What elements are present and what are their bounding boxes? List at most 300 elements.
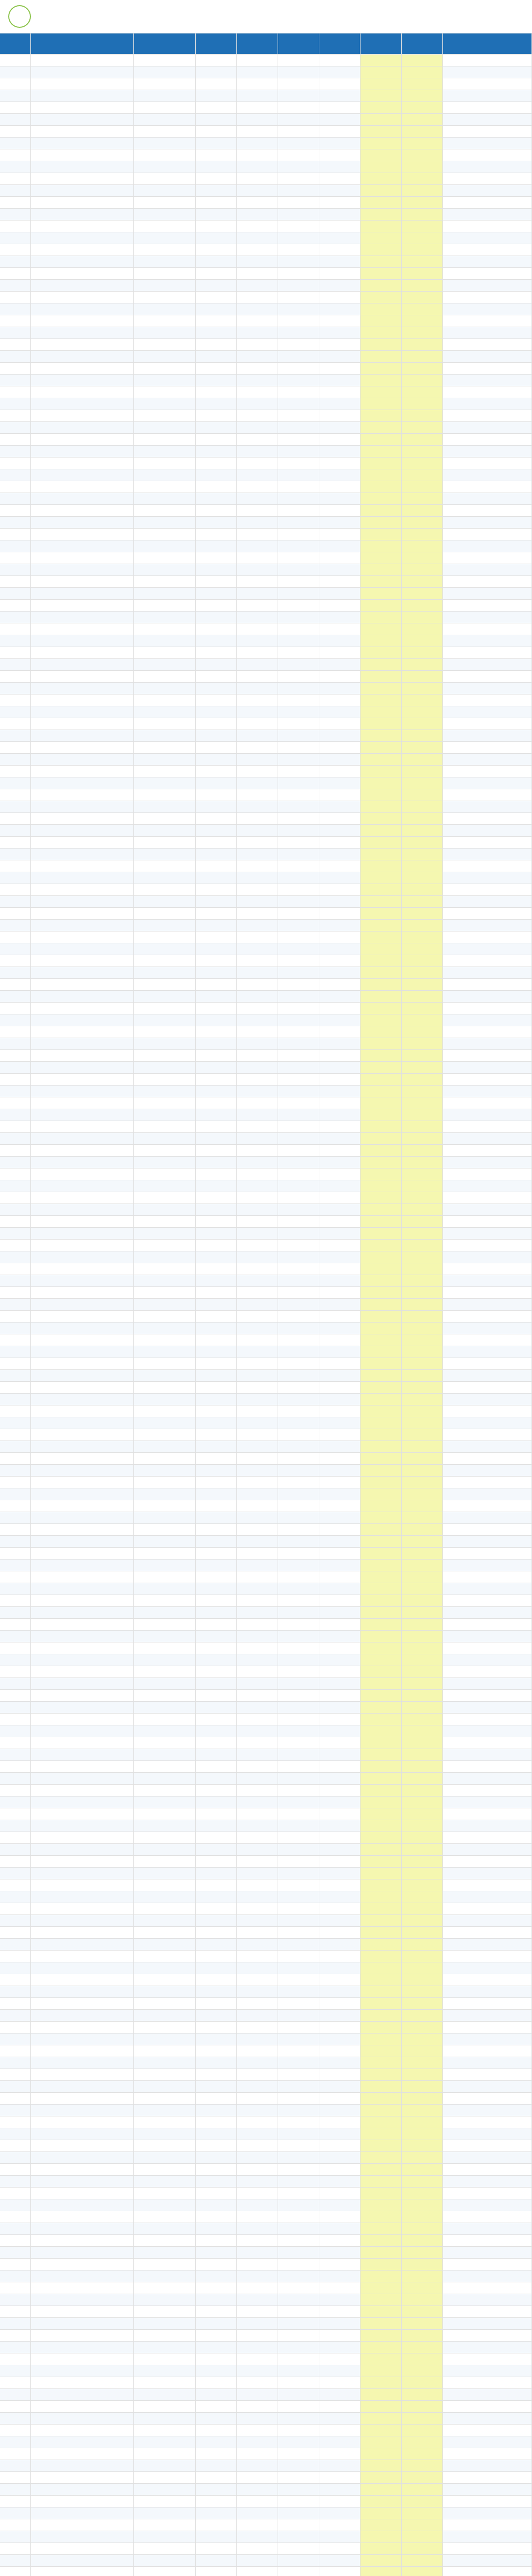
table-cell [31,1927,134,1939]
table-cell [237,2069,278,2081]
table-cell [237,1702,278,1714]
table-cell [31,1797,134,1808]
table-cell [319,896,361,908]
table-cell [278,908,319,920]
table-cell [31,647,134,659]
table-cell [134,1453,196,1465]
table-cell [278,1121,319,1133]
table-cell [278,600,319,612]
table-cell [402,1678,443,1690]
table-cell [319,1619,361,1631]
table-cell [0,1488,31,1500]
table-cell [361,2093,402,2105]
table-cell [278,1050,319,1062]
table-cell [278,2128,319,2140]
table-cell [31,1299,134,1311]
table-cell [319,1536,361,1548]
table-cell [443,896,532,908]
table-cell [134,90,196,102]
table-cell [0,303,31,315]
table-cell [361,493,402,505]
table-cell [319,1962,361,1974]
table-cell [361,1536,402,1548]
column-header [402,33,443,55]
table-cell [0,1927,31,1939]
table-cell [361,1702,402,1714]
table-cell [31,1595,134,1607]
table-cell [134,2022,196,2033]
table-cell [319,2093,361,2105]
table-cell [361,2460,402,2472]
table-cell [278,730,319,742]
table-cell [0,256,31,268]
table-cell [361,2022,402,2033]
table-cell [31,718,134,730]
table-cell [278,1773,319,1785]
table-cell [0,647,31,659]
table-cell [402,742,443,754]
table-cell [0,849,31,860]
table-cell [402,1453,443,1465]
table-cell [443,280,532,292]
table-cell [361,2223,402,2235]
table-cell [443,2164,532,2176]
table-cell [402,1311,443,1323]
table-cell [319,884,361,896]
table-cell [196,671,237,683]
table-cell [237,706,278,718]
table-cell [278,1311,319,1323]
table-cell [134,837,196,849]
table-cell [319,1074,361,1086]
table-cell [443,1761,532,1773]
table-cell [196,1358,237,1370]
table-cell [134,659,196,671]
table-cell [134,55,196,66]
table-cell [402,777,443,789]
table-cell [402,1192,443,1204]
table-cell [361,1998,402,2010]
table-cell [443,1571,532,1583]
table-cell [196,849,237,860]
table-cell [361,872,402,884]
table-cell [0,114,31,126]
table-cell [0,837,31,849]
table-cell [31,1370,134,1382]
table-cell [237,2033,278,2045]
table-cell [237,884,278,896]
table-cell [278,1761,319,1773]
table-cell [361,2555,402,2567]
table-cell [361,1631,402,1642]
table-cell [0,2128,31,2140]
table-cell [278,2460,319,2472]
table-cell [443,1121,532,1133]
table-cell [31,1477,134,1488]
table-cell [278,446,319,457]
table-cell [196,386,237,398]
table-cell [319,102,361,114]
table-cell [443,2176,532,2188]
table-cell [402,1583,443,1595]
table-cell [443,825,532,837]
table-cell [196,197,237,209]
table-cell [134,612,196,623]
table-cell [0,706,31,718]
table-cell [196,126,237,138]
table-cell [31,1346,134,1358]
table-cell [361,1121,402,1133]
table-cell [237,2105,278,2116]
table-cell [0,588,31,600]
table-cell [443,1962,532,1974]
table-cell [278,659,319,671]
table-cell [319,2176,361,2188]
table-cell [134,232,196,244]
table-cell [402,2022,443,2033]
table-cell [361,1951,402,1962]
table-cell [196,943,237,955]
table-cell [0,2353,31,2365]
table-cell [443,2105,532,2116]
table-cell [196,1939,237,1951]
table-cell [361,1678,402,1690]
table-cell [0,1595,31,1607]
table-cell [0,2342,31,2353]
table-cell [134,2496,196,2507]
table-cell [361,481,402,493]
table-cell [31,1820,134,1832]
table-cell [443,1405,532,1417]
table-cell [31,1228,134,1240]
table-cell [196,564,237,576]
table-cell [134,1856,196,1868]
table-cell [0,931,31,943]
table-cell [134,209,196,221]
table-cell [31,1903,134,1915]
table-cell [237,2116,278,2128]
table-cell [196,2365,237,2377]
table-cell [402,1536,443,1548]
table-cell [319,2436,361,2448]
table-cell [278,1654,319,1666]
table-cell [134,1654,196,1666]
table-cell [402,2235,443,2247]
table-cell [134,1026,196,1038]
table-cell [402,1927,443,1939]
table-cell [134,1441,196,1453]
table-cell [31,2057,134,2069]
table-cell [237,66,278,78]
table-cell [237,1168,278,1180]
table-cell [319,1832,361,1844]
table-cell [134,1903,196,1915]
table-cell [31,339,134,351]
table-cell [0,2235,31,2247]
table-cell [278,2342,319,2353]
table-cell [134,2567,196,2576]
table-cell [361,161,402,173]
table-cell [319,386,361,398]
table-cell [237,2353,278,2365]
table-cell [0,908,31,920]
table-cell [402,2045,443,2057]
table-cell [443,1619,532,1631]
table-cell [361,706,402,718]
table-cell [31,2093,134,2105]
table-cell [278,185,319,197]
table-cell [196,303,237,315]
table-cell [278,1275,319,1287]
table-cell [278,1465,319,1477]
table-cell [278,1062,319,1074]
table-cell [237,2259,278,2270]
table-cell [319,1678,361,1690]
table-cell [402,2211,443,2223]
table-cell [196,2188,237,2199]
table-cell [443,1844,532,1856]
table-cell [134,2259,196,2270]
table-cell [0,1275,31,1287]
table-cell [196,1441,237,1453]
table-cell [134,1512,196,1524]
table-cell [443,931,532,943]
table-cell [402,635,443,647]
table-cell [361,197,402,209]
table-cell [319,1654,361,1666]
table-cell [361,2519,402,2531]
table-cell [443,1500,532,1512]
table-cell [443,1856,532,1868]
table-cell [196,398,237,410]
table-cell [31,588,134,600]
table-cell [196,256,237,268]
table-cell [319,2472,361,2484]
table-cell [361,1086,402,1097]
table-cell [361,2448,402,2460]
table-cell [134,173,196,185]
table-cell [361,1737,402,1749]
table-cell [196,718,237,730]
table-cell [443,2555,532,2567]
table-cell [134,1417,196,1429]
table-cell [361,1903,402,1915]
table-cell [319,683,361,694]
table-cell [237,789,278,801]
table-cell [0,1832,31,1844]
table-cell [237,2401,278,2413]
table-cell [237,280,278,292]
table-cell [402,647,443,659]
table-cell [361,1145,402,1157]
table-cell [134,1939,196,1951]
table-cell [443,1465,532,1477]
table-cell [319,576,361,588]
table-cell [0,659,31,671]
table-cell [196,1216,237,1228]
table-cell [319,1915,361,1927]
table-cell [361,2259,402,2270]
table-cell [361,908,402,920]
table-cell [361,2306,402,2318]
table-cell [361,1725,402,1737]
table-cell [196,694,237,706]
table-cell [0,2389,31,2401]
table-cell [443,292,532,303]
table-cell [196,1595,237,1607]
table-cell [134,1832,196,1844]
table-cell [134,1275,196,1287]
table-cell [134,1998,196,2010]
table-cell [361,2081,402,2093]
table-cell [196,1228,237,1240]
table-cell [361,2164,402,2176]
table-cell [196,825,237,837]
table-cell [31,1666,134,1678]
table-cell [196,90,237,102]
table-cell [443,2033,532,2045]
table-cell [196,1429,237,1441]
table-cell [0,1062,31,1074]
table-cell [402,2496,443,2507]
table-cell [0,1998,31,2010]
table-cell [319,1548,361,1560]
table-cell [361,209,402,221]
table-cell [443,576,532,588]
table-cell [134,2531,196,2543]
table-cell [278,2365,319,2377]
table-cell [361,1311,402,1323]
table-cell [134,2128,196,2140]
table-cell [134,1133,196,1145]
table-cell [134,1500,196,1512]
table-cell [319,588,361,600]
table-cell [237,1986,278,1998]
table-cell [319,1560,361,1571]
table-cell [319,1299,361,1311]
table-cell [319,2342,361,2353]
table-cell [319,197,361,209]
table-cell [361,683,402,694]
table-cell [31,1548,134,1560]
table-cell [319,1251,361,1263]
table-cell [0,2105,31,2116]
table-cell [0,1619,31,1631]
table-cell [31,1654,134,1666]
table-cell [443,2093,532,2105]
table-cell [31,1879,134,1891]
table-cell [278,1299,319,1311]
table-cell [361,244,402,256]
table-cell [134,1405,196,1417]
table-cell [134,2401,196,2413]
table-cell [319,1133,361,1145]
table-cell [31,2259,134,2270]
table-cell [443,1631,532,1642]
table-cell [278,2081,319,2093]
table-cell [134,244,196,256]
table-cell [361,2330,402,2342]
table-cell [134,908,196,920]
table-cell [278,481,319,493]
table-cell [443,2436,532,2448]
table-cell [134,457,196,469]
table-cell [443,1939,532,1951]
table-cell [237,540,278,552]
table-cell [196,1607,237,1619]
table-cell [134,742,196,754]
table-cell [196,2531,237,2543]
table-cell [0,1145,31,1157]
table-cell [402,529,443,540]
table-cell [0,1050,31,1062]
table-cell [0,1370,31,1382]
table-cell [319,1334,361,1346]
table-cell [443,2128,532,2140]
table-cell [237,1323,278,1334]
table-cell [361,1939,402,1951]
table-cell [443,967,532,979]
table-cell [278,2235,319,2247]
table-cell [361,1240,402,1251]
table-cell [134,339,196,351]
table-cell [319,1951,361,1962]
table-cell [443,90,532,102]
table-cell [319,801,361,813]
table-cell [237,1678,278,1690]
table-cell [278,1690,319,1702]
table-cell [402,1050,443,1062]
table-cell [0,1536,31,1548]
table-cell [237,1619,278,1631]
table-cell [278,2010,319,2022]
table-cell [0,623,31,635]
table-cell [134,1571,196,1583]
table-cell [319,363,361,375]
table-cell [0,457,31,469]
table-cell [443,1702,532,1714]
table-cell [0,529,31,540]
table-cell [134,1394,196,1405]
table-cell [134,777,196,789]
table-cell [443,256,532,268]
table-cell [278,469,319,481]
table-cell [319,268,361,280]
table-cell [443,2259,532,2270]
table-cell [0,398,31,410]
table-cell [278,1998,319,2010]
table-cell [361,552,402,564]
table-cell [196,1133,237,1145]
table-cell [0,2176,31,2188]
table-cell [237,1477,278,1488]
table-cell [319,706,361,718]
table-cell [402,1879,443,1891]
table-cell [134,943,196,955]
table-cell [31,1631,134,1642]
table-cell [134,2282,196,2294]
table-cell [278,1607,319,1619]
table-cell [196,1157,237,1168]
table-cell [361,1050,402,1062]
table-cell [0,955,31,967]
table-cell [31,872,134,884]
table-cell [134,1714,196,1725]
table-cell [402,1915,443,1927]
table-cell [237,126,278,138]
table-cell [402,1785,443,1797]
table-cell [278,1097,319,1109]
